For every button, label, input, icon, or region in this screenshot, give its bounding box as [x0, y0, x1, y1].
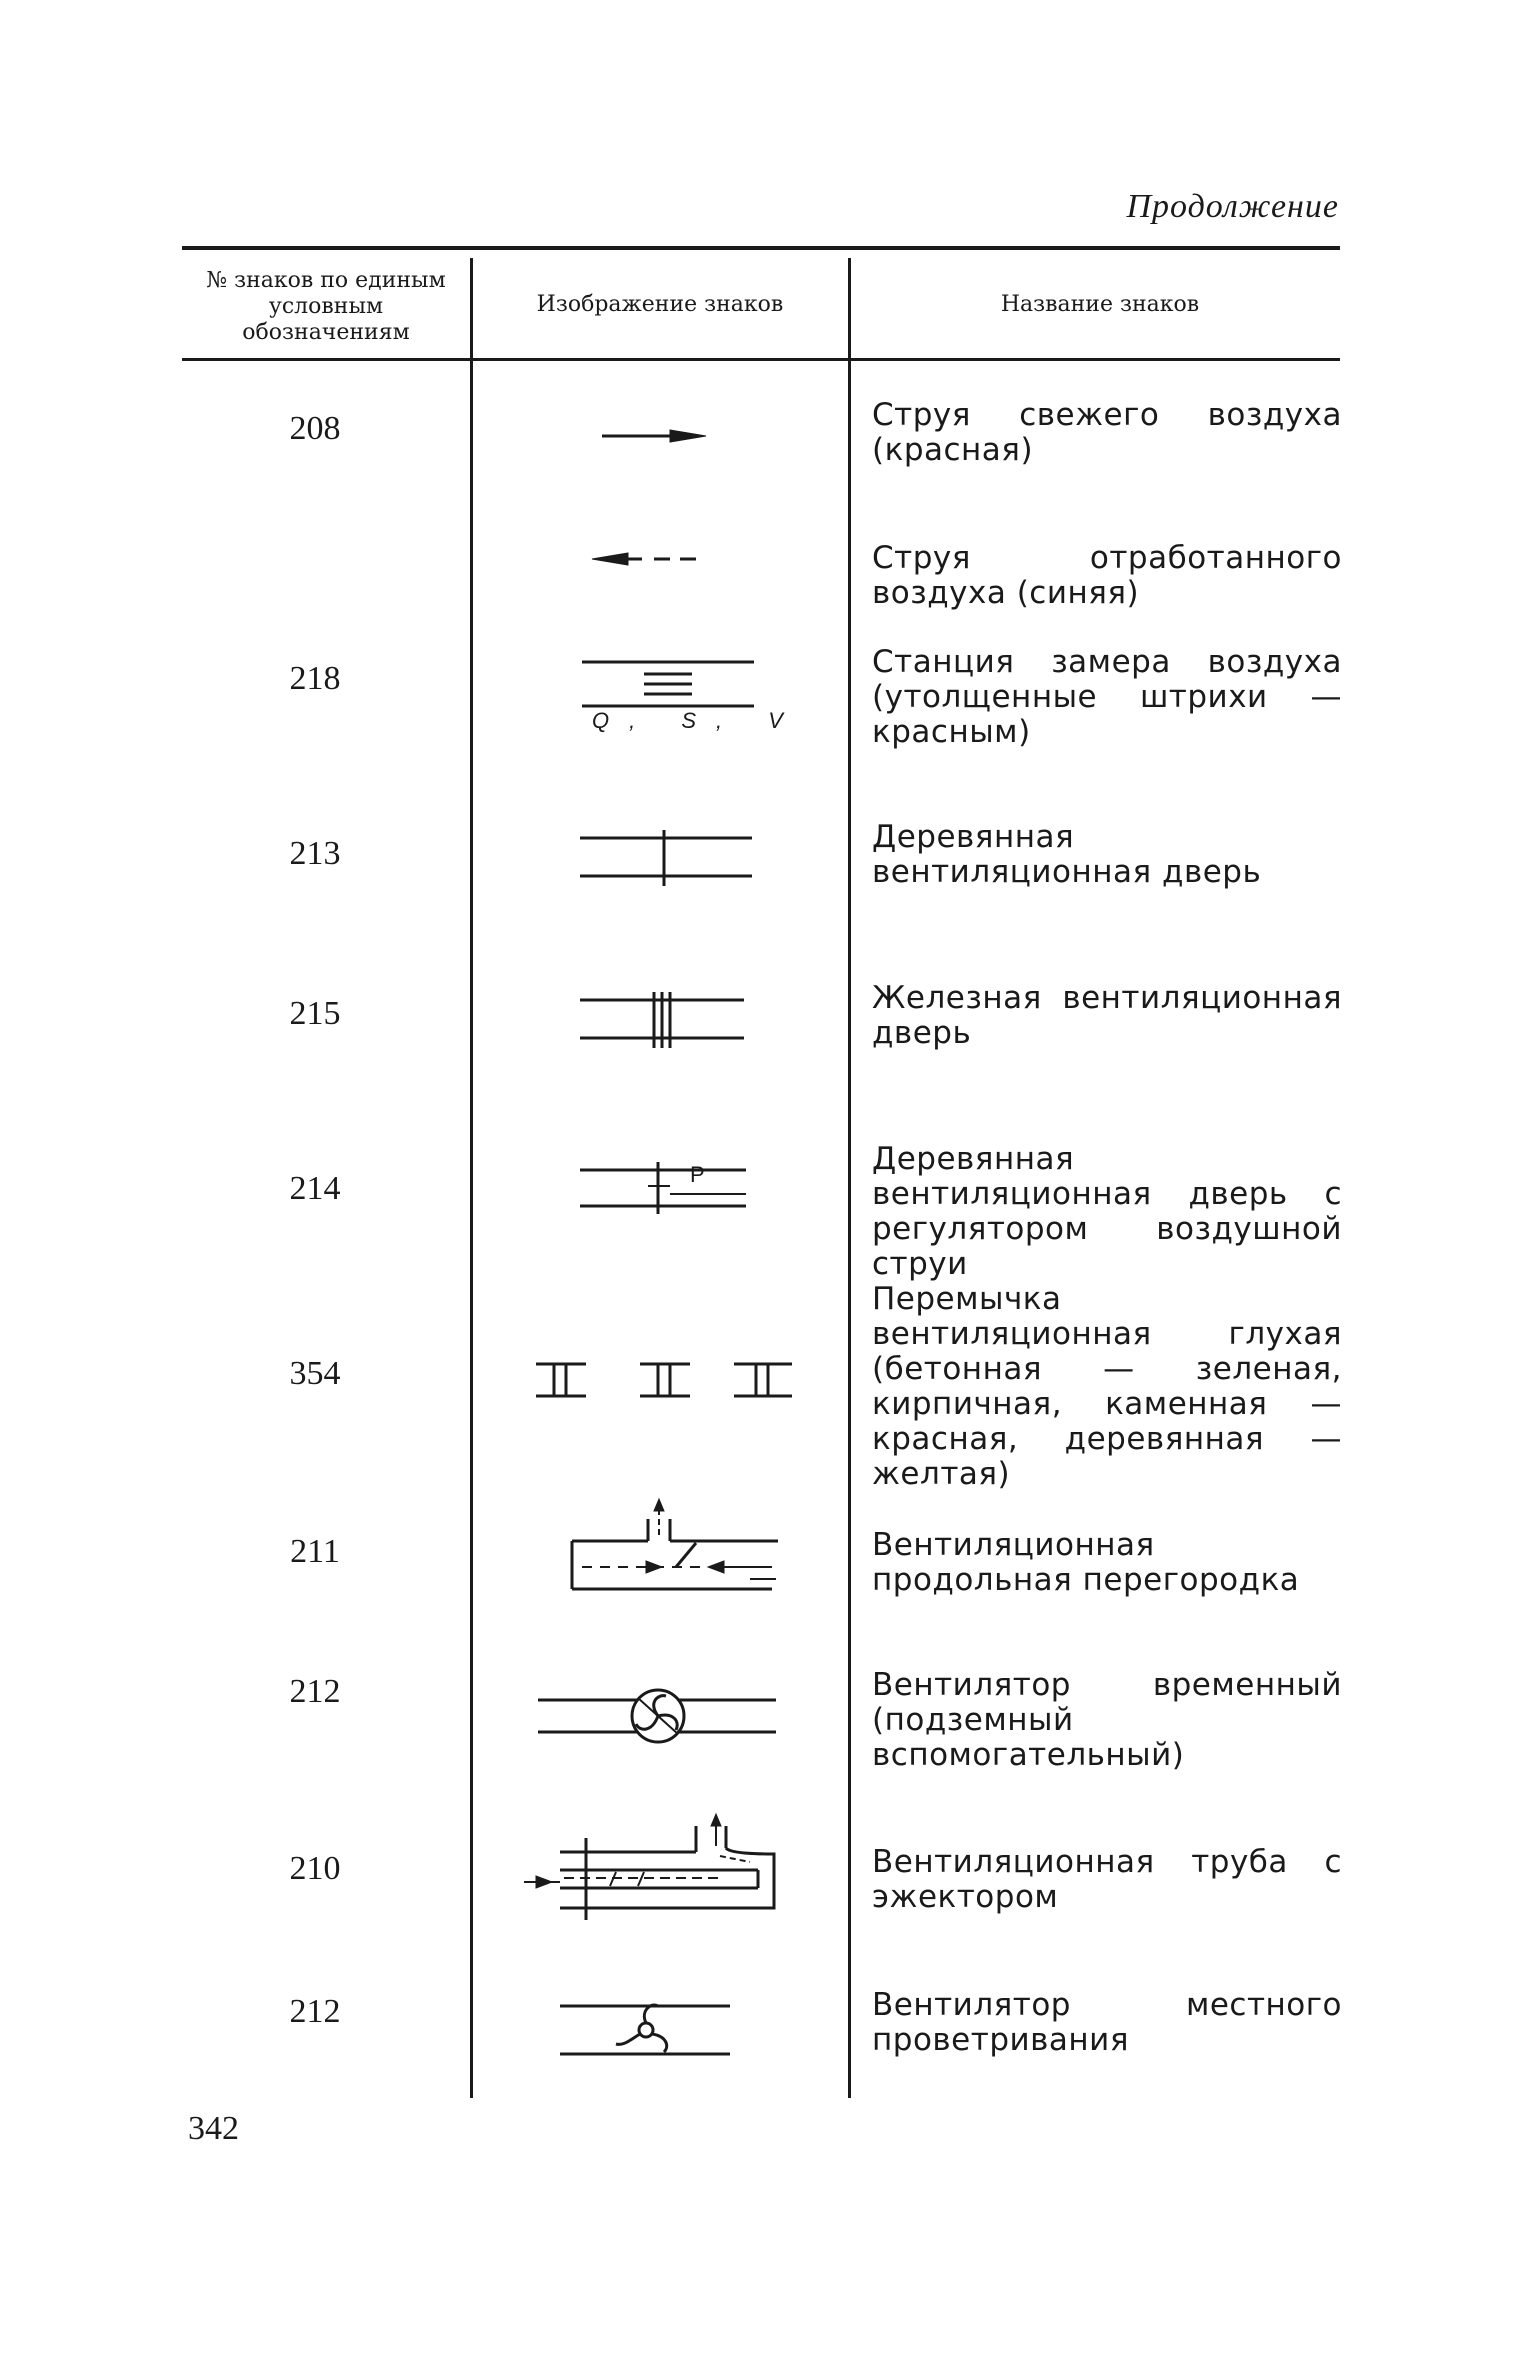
row-name: Вентилятор местного проветривания — [872, 1987, 1342, 2058]
table-top-rule — [182, 246, 1340, 250]
row-number: 208 — [289, 410, 341, 447]
row-name: Струя отработанного воздуха (синяя) — [872, 540, 1342, 611]
partition-icon — [520, 1495, 820, 1605]
header-number: № знаков по единым условным обозначениям — [206, 268, 446, 345]
local-fan-icon — [520, 1990, 820, 2070]
symbol-label: Q, S, V — [592, 708, 803, 733]
row-number: 210 — [289, 1850, 341, 1887]
row-number: 218 — [289, 660, 341, 697]
bulkhead-icon — [528, 1356, 828, 1406]
row-name: Станция замера воздуха (утолщенные штрихи — красным) — [872, 644, 1342, 750]
column-divider-2 — [848, 258, 851, 2098]
row-number: 215 — [289, 995, 341, 1032]
row-name: Перемычка вентиляционная глухая (бетонная — зеленая, кирпичная, каменная — красная, деревянная — желтая) — [872, 1281, 1342, 1492]
header-bottom-rule — [182, 358, 1340, 361]
row-number: 212 — [289, 1673, 341, 1710]
row-name: Деревянная вентиляционная дверь с регулятором воздушной струи — [872, 1141, 1342, 1282]
wooden-door-icon — [520, 828, 820, 888]
row-number: 212 — [289, 1993, 341, 2030]
arrow-right-icon — [520, 420, 820, 450]
header-image: Изображение знаков — [536, 292, 784, 317]
row-name: Деревянная вентиляционная дверь — [872, 819, 1262, 890]
continued-label: Продолжение — [1126, 188, 1339, 225]
row-name: Струя свежего воздуха (красная) — [872, 397, 1342, 468]
row-name: Вентилятор временный (подземный вспомогательный) — [872, 1667, 1342, 1773]
ejector-pipe-icon — [520, 1812, 820, 1922]
row-name: Вентиляционная труба с эжектором — [872, 1844, 1342, 1915]
door-regulator-icon — [520, 1160, 820, 1220]
row-number: 354 — [289, 1355, 341, 1392]
temp-fan-icon — [520, 1680, 820, 1760]
row-number: 211 — [290, 1533, 340, 1570]
symbol-label: P — [690, 1162, 705, 1187]
page-number: 342 — [188, 2110, 239, 2147]
header-name: Название знаков — [1000, 292, 1200, 317]
dashed-arrow-left-icon — [520, 545, 820, 575]
row-name: Железная вентиляционная дверь — [872, 980, 1342, 1051]
row-name: Вентиляционная продольная перегородка — [872, 1527, 1300, 1598]
row-number: 213 — [289, 835, 341, 872]
column-divider-1 — [470, 258, 473, 2098]
iron-door-icon — [520, 990, 820, 1050]
row-number: 214 — [289, 1170, 341, 1207]
